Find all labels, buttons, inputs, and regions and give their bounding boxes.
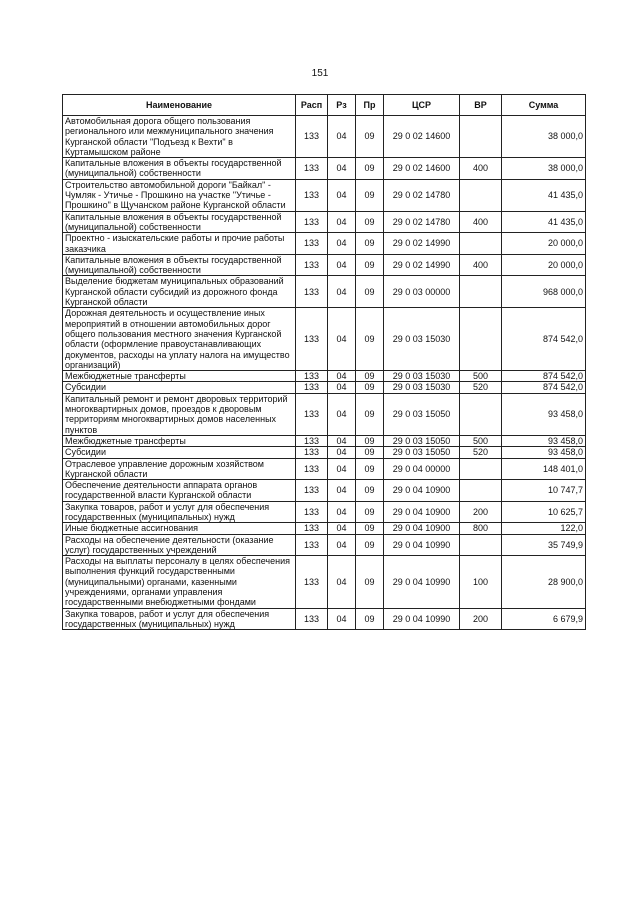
cell-vr: 500 [460,435,502,446]
cell-csr: 29 0 04 10990 [384,556,460,608]
cell-csr: 29 0 04 00000 [384,458,460,480]
cell-rz: 04 [328,382,356,393]
cell-vr: 200 [460,608,502,630]
cell-name: Капитальные вложения в объекты государственной (муниципальной) собственности [63,158,296,180]
cell-rasp: 133 [296,447,328,458]
table-row [63,480,586,502]
cell-vr: 400 [460,254,502,276]
cell-vr [460,534,502,556]
table-row [63,501,586,523]
cell-rasp: 133 [296,371,328,382]
budget-table [62,94,586,630]
cell-vr [460,276,502,308]
cell-rasp: 133 [296,556,328,608]
cell-name: Субсидии [63,447,296,458]
cell-csr: 29 0 02 14990 [384,233,460,255]
cell-rasp: 133 [296,523,328,534]
header-vr: ВР [460,95,502,116]
cell-rz: 04 [328,371,356,382]
cell-name: Проектно - изыскательские работы и прочие работы заказчика [63,233,296,255]
header-rasp: Расп [296,95,328,116]
cell-name: Расходы на выплаты персоналу в целях обеспечения выполнения функций государственными (муниципальными) органами, казенными учреждениями, органами управления государственными внебюджетными фондами [63,556,296,608]
cell-sum: 93 458,0 [502,393,586,435]
cell-vr [460,308,502,371]
cell-pr: 09 [356,382,384,393]
table-row [63,211,586,233]
cell-csr: 29 0 03 15050 [384,435,460,446]
cell-csr: 29 0 03 15050 [384,393,460,435]
cell-name: Межбюджетные трансферты [63,371,296,382]
cell-name: Выделение бюджетам муниципальных образований Курганской области субсидий из дорожного фонда Курганской области [63,276,296,308]
table-row [63,233,586,255]
header-sum: Сумма [502,95,586,116]
cell-rz: 04 [328,308,356,371]
cell-rz: 04 [328,116,356,158]
table-row [63,608,586,630]
cell-csr: 29 0 03 00000 [384,276,460,308]
cell-name: Закупка товаров, работ и услуг для обеспечения государственных (муниципальных) нужд [63,501,296,523]
cell-pr: 09 [356,158,384,180]
cell-pr: 09 [356,523,384,534]
cell-name: Капитальный ремонт и ремонт дворовых территорий многоквартирных домов, проездов к дворовым территориям многоквартирных домов населенных пунктов [63,393,296,435]
cell-rz: 04 [328,254,356,276]
cell-rasp: 133 [296,534,328,556]
cell-vr [460,458,502,480]
cell-vr: 100 [460,556,502,608]
table-row [63,179,586,211]
table-header-row [63,95,586,116]
cell-vr: 400 [460,211,502,233]
cell-sum: 148 401,0 [502,458,586,480]
cell-name: Обеспечение деятельности аппарата органов государственной власти Курганской области [63,480,296,502]
cell-sum: 122,0 [502,523,586,534]
cell-sum: 35 749,9 [502,534,586,556]
header-name: Наименование [63,95,296,116]
cell-csr: 29 0 03 15030 [384,308,460,371]
cell-rz: 04 [328,179,356,211]
cell-pr: 09 [356,447,384,458]
cell-name: Закупка товаров, работ и услуг для обеспечения государственных (муниципальных) нужд [63,608,296,630]
cell-csr: 29 0 04 10990 [384,608,460,630]
cell-sum: 28 900,0 [502,556,586,608]
cell-rz: 04 [328,608,356,630]
cell-sum: 874 542,0 [502,382,586,393]
cell-rz: 04 [328,393,356,435]
cell-vr [460,179,502,211]
cell-vr: 520 [460,447,502,458]
cell-pr: 09 [356,254,384,276]
cell-sum: 6 679,9 [502,608,586,630]
header-csr: ЦСР [384,95,460,116]
cell-sum: 874 542,0 [502,308,586,371]
cell-name: Субсидии [63,382,296,393]
cell-rasp: 133 [296,254,328,276]
cell-sum: 93 458,0 [502,447,586,458]
cell-name: Капитальные вложения в объекты государственной (муниципальной) собственности [63,211,296,233]
cell-pr: 09 [356,501,384,523]
cell-csr: 29 0 02 14600 [384,158,460,180]
cell-csr: 29 0 03 15050 [384,447,460,458]
header-rz: Рз [328,95,356,116]
cell-sum: 10 625,7 [502,501,586,523]
cell-vr: 200 [460,501,502,523]
cell-rasp: 133 [296,308,328,371]
cell-name: Капитальные вложения в объекты государственной (муниципальной) собственности [63,254,296,276]
table-row [63,116,586,158]
cell-rasp: 133 [296,233,328,255]
table-row [63,556,586,608]
cell-csr: 29 0 04 10900 [384,480,460,502]
cell-name: Отраслевое управление дорожным хозяйством Курганской области [63,458,296,480]
cell-rz: 04 [328,534,356,556]
cell-pr: 09 [356,276,384,308]
cell-rasp: 133 [296,211,328,233]
table-row [63,371,586,382]
cell-rz: 04 [328,435,356,446]
cell-pr: 09 [356,556,384,608]
cell-csr: 29 0 02 14780 [384,211,460,233]
cell-name: Автомобильная дорога общего пользования регионального или межмуниципального значения Курганской области "Подъезд к Вехти" в Куртамышском районе [63,116,296,158]
cell-csr: 29 0 04 10990 [384,534,460,556]
cell-rz: 04 [328,556,356,608]
cell-pr: 09 [356,211,384,233]
cell-rz: 04 [328,276,356,308]
cell-name: Строительство автомобильной дороги "Байкал" - Чумляк - Утичье - Прошкино на участке "Утичье - Прошкино" в Щучанском районе Курганской области [63,179,296,211]
cell-rasp: 133 [296,480,328,502]
cell-sum: 10 747,7 [502,480,586,502]
cell-vr [460,116,502,158]
cell-name: Расходы на обеспечение деятельности (оказание услуг) государственных учреждений [63,534,296,556]
table-row [63,447,586,458]
cell-pr: 09 [356,458,384,480]
cell-vr [460,393,502,435]
table-row [63,382,586,393]
cell-csr: 29 0 03 15030 [384,382,460,393]
cell-pr: 09 [356,480,384,502]
cell-rz: 04 [328,447,356,458]
cell-rasp: 133 [296,382,328,393]
cell-pr: 09 [356,608,384,630]
cell-sum: 93 458,0 [502,435,586,446]
table-row [63,534,586,556]
cell-sum: 41 435,0 [502,179,586,211]
cell-rasp: 133 [296,158,328,180]
table-row [63,276,586,308]
cell-rasp: 133 [296,501,328,523]
cell-rz: 04 [328,158,356,180]
cell-csr: 29 0 02 14600 [384,116,460,158]
cell-sum: 38 000,0 [502,116,586,158]
table-row [63,523,586,534]
cell-csr: 29 0 03 15030 [384,371,460,382]
cell-pr: 09 [356,393,384,435]
cell-rz: 04 [328,480,356,502]
table-row [63,435,586,446]
cell-pr: 09 [356,233,384,255]
page-number: 151 [311,68,329,79]
table-row [63,308,586,371]
cell-name: Дорожная деятельность и осуществление иных мероприятий в отношении автомобильных дорог общего пользования местного значения Курганской области (оформление правоустанавливающих документов, расходы на уплату налога на имущество организаций) [63,308,296,371]
cell-vr: 800 [460,523,502,534]
table-row [63,254,586,276]
cell-rz: 04 [328,501,356,523]
cell-pr: 09 [356,179,384,211]
cell-vr [460,233,502,255]
cell-name: Иные бюджетные ассигнования [63,523,296,534]
cell-rasp: 133 [296,458,328,480]
cell-csr: 29 0 02 14780 [384,179,460,211]
table-row [63,393,586,435]
cell-pr: 09 [356,116,384,158]
cell-vr: 400 [460,158,502,180]
cell-rasp: 133 [296,116,328,158]
cell-sum: 20 000,0 [502,233,586,255]
cell-rz: 04 [328,458,356,480]
table-row [63,158,586,180]
cell-sum: 20 000,0 [502,254,586,276]
cell-name: Межбюджетные трансферты [63,435,296,446]
cell-sum: 874 542,0 [502,371,586,382]
cell-vr: 500 [460,371,502,382]
cell-csr: 29 0 04 10900 [384,501,460,523]
cell-pr: 09 [356,534,384,556]
cell-rasp: 133 [296,608,328,630]
cell-vr: 520 [460,382,502,393]
cell-rasp: 133 [296,393,328,435]
cell-sum: 968 000,0 [502,276,586,308]
cell-rz: 04 [328,523,356,534]
cell-rz: 04 [328,233,356,255]
cell-sum: 41 435,0 [502,211,586,233]
cell-vr [460,480,502,502]
cell-pr: 09 [356,435,384,446]
cell-sum: 38 000,0 [502,158,586,180]
header-pr: Пр [356,95,384,116]
cell-pr: 09 [356,371,384,382]
cell-rasp: 133 [296,276,328,308]
table-row [63,458,586,480]
cell-rz: 04 [328,211,356,233]
cell-csr: 29 0 04 10900 [384,523,460,534]
cell-csr: 29 0 02 14990 [384,254,460,276]
cell-rasp: 133 [296,179,328,211]
cell-pr: 09 [356,308,384,371]
cell-rasp: 133 [296,435,328,446]
